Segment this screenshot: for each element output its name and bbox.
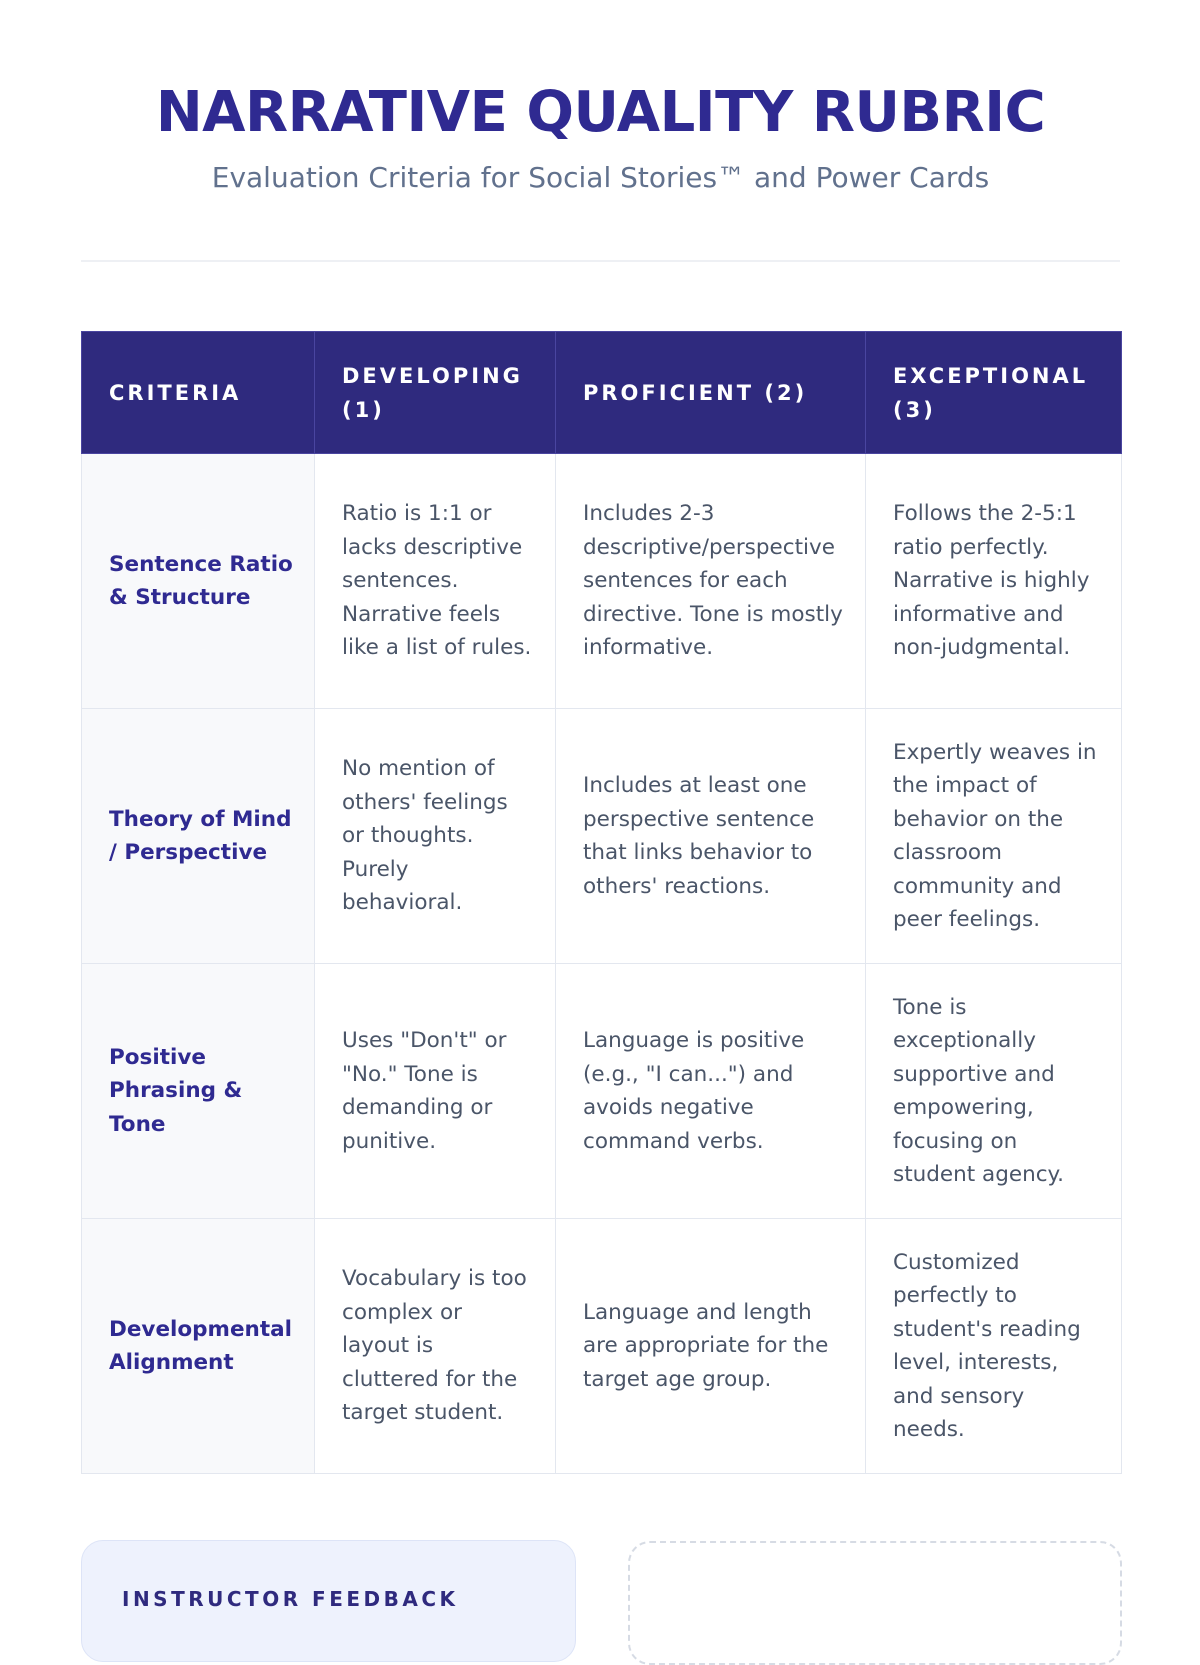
exceptional-cell: Customized perfectly to student's reading level, interests, and sensory needs. [866, 1219, 1122, 1474]
table-row [82, 964, 1122, 1219]
proficient-cell: Language is positive (e.g., "I can...") and avoids negative command verbs. [556, 964, 866, 1219]
table-header-row [82, 332, 1122, 454]
column-header-developing: DEVELOPING (1) [315, 332, 556, 454]
feedback-notes-box[interactable] [628, 1541, 1122, 1665]
rubric-table [81, 331, 1122, 1474]
header-divider [81, 260, 1120, 262]
criteria-cell: Developmental Alignment [82, 1219, 315, 1474]
instructor-feedback-card [81, 1540, 576, 1662]
column-header-exceptional: EXCEPTIONAL (3) [866, 332, 1122, 454]
developing-cell: No mention of others' feelings or thoughts. Purely behavioral. [315, 709, 556, 964]
page-subtitle: Evaluation Criteria for Social Stories™ and Power Cards [211, 161, 990, 194]
table-row [82, 709, 1122, 964]
developing-cell: Vocabulary is too complex or layout is cluttered for the target student. [315, 1219, 556, 1474]
developing-cell: Ratio is 1:1 or lacks descriptive sentences. Narrative feels like a list of rules. [315, 454, 556, 709]
exceptional-cell: Expertly weaves in the impact of behavior on the classroom community and peer feelings. [866, 709, 1122, 964]
proficient-cell: Includes at least one perspective sentence that links behavior to others' reactions. [556, 709, 866, 964]
proficient-cell: Includes 2-3 descriptive/perspective sentences for each directive. Tone is mostly informative. [556, 454, 866, 709]
table-row [82, 1219, 1122, 1474]
column-header-criteria: CRITERIA [82, 332, 315, 454]
criteria-cell: Positive Phrasing & Tone [82, 964, 315, 1219]
developing-cell: Uses "Don't" or "No." Tone is demanding or punitive. [315, 964, 556, 1219]
instructor-feedback-label: INSTRUCTOR FEEDBACK [122, 1587, 459, 1611]
table-row [82, 454, 1122, 709]
criteria-cell: Theory of Mind / Perspective [82, 709, 315, 964]
page-title: NARRATIVE QUALITY RUBRIC [155, 80, 1046, 145]
column-header-proficient: PROFICIENT (2) [556, 332, 866, 454]
rubric-page [81, 0, 1120, 1611]
exceptional-cell: Tone is exceptionally supportive and empowering, focusing on student agency. [866, 964, 1122, 1219]
proficient-cell: Language and length are appropriate for the target age group. [556, 1219, 866, 1474]
document-header [81, 0, 1120, 196]
exceptional-cell: Follows the 2-5:1 ratio perfectly. Narrative is highly informative and non-judgmental. [866, 454, 1122, 709]
criteria-cell: Sentence Ratio & Structure [82, 454, 315, 709]
